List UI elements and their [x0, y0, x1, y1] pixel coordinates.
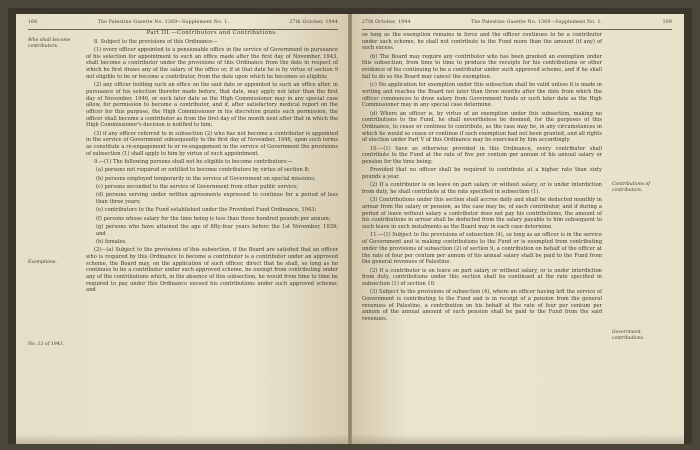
section-10-para-3: (3) Contributions under this section shall accrue daily and shall be deducted monthly in arrear from the salary or pension, as the case may be, of each contributor, and if during a period of leave without salary a contributor does not pay his contributions, the amount of his contributions in arrear shall be deducted from the salary payable to him subsequent to such leave in such instalments as the Board may in each case determine. — [362, 197, 602, 231]
left-page-text-column — [86, 32, 338, 296]
section-11-para-3: (3) Subject to the provisions of subsection (4), where an officer having left the service of Government is contributing to the Fund and is in receipt of a pension from the general revenues of Palestine, a contribution on his behalf at the rate of four per centum per annum of the annual amount of such pension shall be paid to the Fund from the said revenues. — [362, 289, 602, 323]
section-11-para-1: 11.—(1) Subject to the provisions of subsection (4), so long as an officer is in the service of Government and is making contributions to the Fund or is exempted from contributing under the provisions of subsection (2) of section 9, a contribution on behalf of the officer at the rate of four per centum per annum of his annual salary shall be paid to the Fund from the general revenues of Palestine. — [362, 232, 602, 266]
section-10-para-1: 10.—(1) Save as otherwise provided in this Ordinance, every contributor shall contribute to the Fund at the rate of five per centum per annum of his annual salary or pension for the time being: — [362, 145, 602, 166]
margin-note-who-shall-become: Who shall become contributors. — [28, 38, 71, 49]
left-page-running-title: The Palestine Gazette No. 1369—Supplement No. 1. — [97, 20, 230, 25]
right-header-rule — [362, 29, 672, 30]
left-page-body — [28, 32, 338, 436]
section-8-para-3: (3) if any officer referred to in subsection (2) who has not become a contributor is appointed in the service of Government subsequently to the first day of November, 1946, upon such terms as constitute a re-engagement to or re-engagement in the service of Government the provisions of subsection (1) shall apply to him by virtue of such appointment. — [86, 130, 338, 157]
section-9-subsection-2c: (c) No application for exemption under this subsection shall be valid unless it is made in writing and reaches the Board not later than three months after the date from which the officer commences to draw salary from Government funds or such later date as the High Commissioner may in any special case determine. — [362, 82, 602, 109]
section-9-item-g: (g) persons who have attained the age of fifty-four years before the 1st November, 1939; and — [96, 223, 338, 237]
section-8-para-1: (1) every officer appointed to a pensionable office in the service of Government in pursuance of his selection for appointment to such an office made after the first day of November, 1943, shall become a contributor under the provisions of this Ordinance from the date in respect of which he first draws any of the salary of the office or, if at that date he is by virtue of section 9 not eligible to be or become a contributor, from the date upon which he becomes so eligible; — [86, 47, 338, 80]
right-page-body — [362, 32, 672, 436]
section-9-item-e: (e) contributors to the Fund established under the Provident Fund Ordinance, 1943; — [96, 207, 317, 214]
section-9-subsection-2a: (2)—(a) Subject to the provisions of this subsection, if the Board are satisfied that an officer who is required by this Ordinance to become a contributor is a contributor under an approved scheme, the Board may, on the application of such officer, direct that he shall, so long as he continues to be a contributor under such approved scheme, be exempt from contributing under any of the contributions which, in the absence of this subsection, he would from time to time be required to pay under this Ordinance exceed his contributions under such approved scheme; and — [86, 247, 338, 294]
margin-note-ordinance-ref: No. 13 of 1943. — [28, 342, 65, 347]
section-9-item-b: (b) persons employed temporarily in the service of Government on special missions; — [96, 175, 316, 182]
section-10-proviso: Provided that no officer shall be required to contribute at a higher rate than sixty pounds a year. — [362, 167, 602, 181]
section-10-para-2: (2) If a contributor is on leave on part salary or without salary, or is under interdiction from duty, he shall contribute at the rate specified in subsection (1). — [362, 182, 602, 196]
section-9-intro: 9.—(1) The following persons shall not be eligible to become contributors:— — [94, 159, 293, 166]
section-9-subsection-2b: (b) The Board may require any contributor who has been granted an exemption under this subsection, from time to time to produce the receipts for his contributions or other evidence of his continuing to be a contributor under such approved scheme, and if he shall fail to do so the Board may cancel the exemption. — [362, 53, 602, 80]
left-page-bottom-shadow — [16, 434, 348, 444]
margin-note-government-contributions: Government contributions. — [612, 330, 645, 341]
left-page — [16, 14, 348, 444]
right-page-running-title: The Palestine Gazette No. 1369—Supplement No. 1. — [470, 20, 603, 25]
margin-note-exemptions: Exemptions. — [28, 260, 57, 265]
right-page-number: 109 — [662, 20, 672, 25]
right-page-text-column — [362, 32, 602, 324]
left-page-date: 27th October, 1944 — [289, 20, 338, 25]
section-9-item-f: (f) persons whose salary for the time being is less than three hundred pounds per annum; — [96, 215, 331, 222]
margin-note-contributions-of-contributors: Contributions of contributors. — [612, 182, 650, 193]
section-9-subsection-2d: (d) Where an officer is, by virtue of an exemption under this subsection, making no contributions to the Fund, he shall nevertheless be deemed, for the purposes of this Ordinance, to cease or continue to contribute, as the case may be, in any circumstances in which he would so cease or continue if such exemption had not been granted, and all rights of election under Part V of this Ordinance may be exercised by him accordingly. — [362, 110, 602, 144]
left-page-number: 166 — [28, 20, 38, 25]
right-page-date: 27th October, 1944 — [362, 20, 411, 25]
section-8-intro: 8. Subject to the provisions of this Ordinance— — [94, 38, 218, 45]
right-page-header — [362, 20, 672, 25]
open-book — [8, 8, 692, 444]
section-9-item-c: (c) persons seconded to the service of Government from other public service; — [96, 183, 299, 190]
section-11-para-2: (2) If a contributor is on leave on part salary or without salary, or is under interdiction from duty, contributions under this section shall be continued at the rate specified in subsection (1) of section 10. — [362, 267, 602, 287]
right-page-bottom-shadow — [352, 434, 684, 444]
part-title: Part III.—Contributors and Contributions. — [146, 30, 278, 36]
section-8-para-2: (2) any officer holding such an office on the said date or appointed to such an office after, in pursuance of his selection therefor made before, that date, may apply not later than the first day of November, 1946, or such later date as the High Commissioner may in any special case allow, for permission to become a contributor, and if, after satisfactory medical report on the officer for this purpose, the High Commissioner in his discretion grants such permission, the officer shall become a contributor as from the first day of the month next after that in which the High Commissioner's decision is notified to him; — [86, 82, 338, 129]
section-9-item-a: (a) persons not required or entitled to become contributors by virtue of section 8; — [96, 167, 310, 174]
right-page — [352, 14, 684, 444]
section-9-continuation: so long as the exemption remains in force and the officer continues to be a contributor under such scheme, he shall not contribute to the Fund more than the amount (if any) of such excess. — [362, 32, 602, 52]
section-9-item-d: (d) persons serving under written agreements expressed to continue for a period of less than three years; — [96, 192, 338, 205]
left-page-header — [28, 20, 338, 25]
section-9-item-h: (h) females. — [96, 238, 127, 245]
